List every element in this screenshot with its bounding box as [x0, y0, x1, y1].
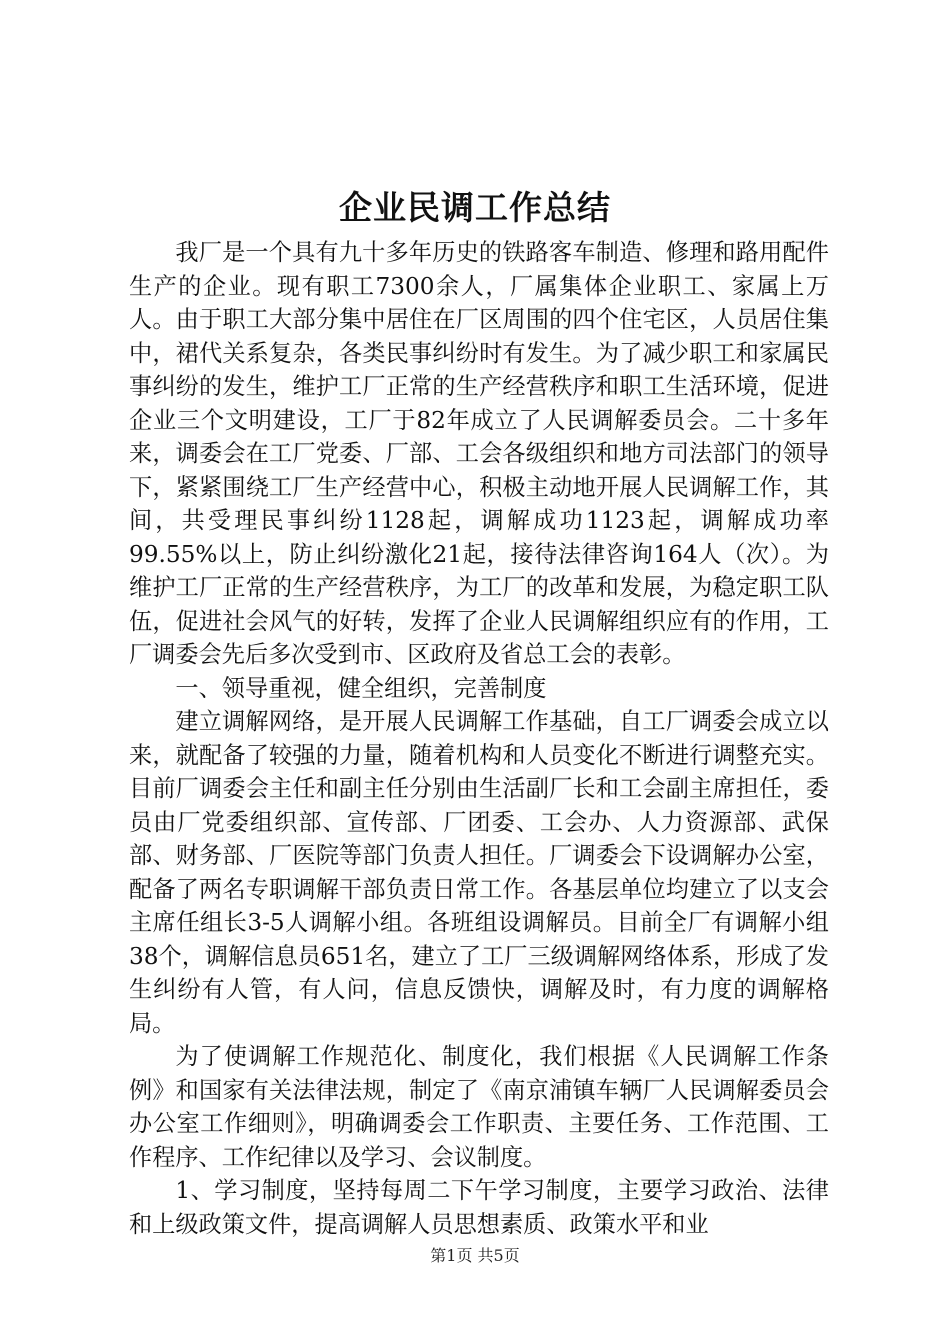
page-number-footer: 第1页 共5页 — [430, 1246, 520, 1265]
document-title: 企业民调工作总结 — [339, 188, 611, 227]
paragraph-intro: 我厂是一个具有九十多年历史的铁路客车制造、修理和路用配件生产的企业。现有职工7300余人，厂属集体企业职工、家属上万人。由于职工大部分集中居住在厂区周围的四个住宅区，人员居住集中，裙代关系复杂，各类民事纠纷时有发生。为了减少职工和家属民事纠纷的发生，维护工厂正常的生产经营秩序和职工生活环境，促进企业三个文明建设，工厂于82年成立了人民调解委员会。二十多年来，调委会在工厂党委、厂部、工会各级组织和地方司法部门的领导下，紧紧围绕工厂生产经营中心，积极主动地开展人民调解工作，其间，共受理民事纠纷1128起，调解成功1123起，调解成功率99.55%以上，防止纠纷激化21起，接待法律咨询164人（次）。为维护工厂正常的生产经营秩序，为工厂的改革和发展，为稳定职工队伍，促进社会风气的好转，发挥了企业人民调解组织应有的作用，工厂调委会先后多次受到市、区政府及省总工会的表彰。 — [129, 239, 829, 668]
paragraph-study-system: 1、学习制度，坚持每周二下午学习制度，主要学习政治、法律和上级政策文件，提高调解人员思想素质、政策水平和业 — [129, 1177, 829, 1238]
paragraph-network: 建立调解网络，是开展人民调解工作基础，自工厂调委会成立以来，就配备了较强的力量，随着机构和人员变化不断进行调整充实。目前厂调委会主任和副主任分别由生活副厂长和工会副主席担任，委员由厂党委组织部、宣传部、厂团委、工会办、人力资源部、武保部、财务部、厂医院等部门负责人担任。厂调委会下设调解办公室，配备了两名专职调解干部负责日常工作。各基层单位均建立了以支会主席任组长3-5人调解小组。各班组设调解员。目前全厂有调解小组38个，调解信息员651名，建立了工厂三级调解网络体系，形成了发生纠纷有人管，有人问，信息反馈快，调解及时，有力度的调解格局。 — [129, 708, 829, 1037]
document-body — [129, 236, 829, 1241]
section-heading-1: 一、领导重视，健全组织，完善制度 — [175, 674, 547, 702]
paragraph-rules: 为了使调解工作规范化、制度化，我们根据《人民调解工作条例》和国家有关法律法规，制定了《南京浦镇车辆厂人民调解委员会办公室工作细则》，明确调委会工作职责、主要任务、工作范围、工作程序、工作纪律以及学习、会议制度。 — [129, 1043, 829, 1171]
